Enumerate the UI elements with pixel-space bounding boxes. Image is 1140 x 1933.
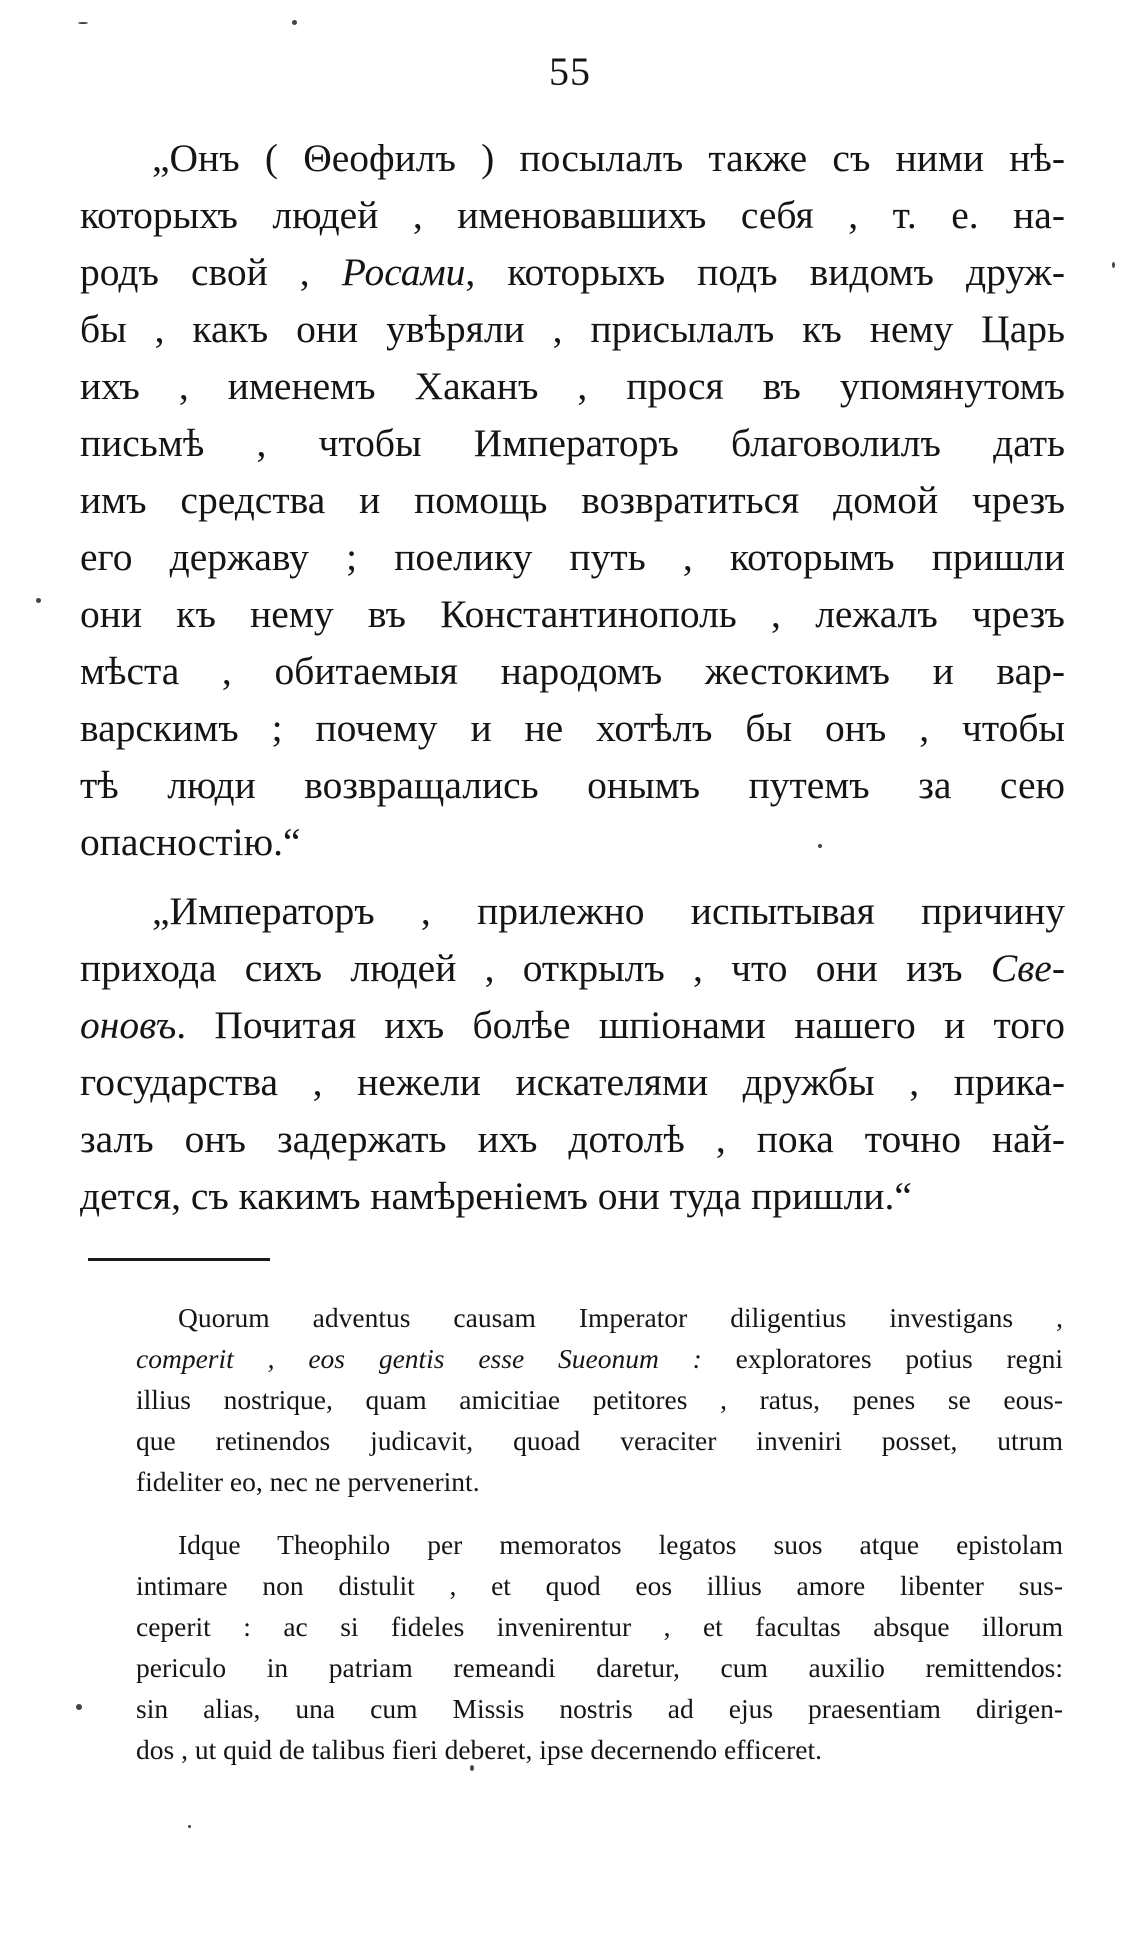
- footnote-separator-rule: [88, 1258, 270, 1261]
- text-line: они къ нему въ Константинополь , лежалъ чрезъ: [80, 592, 1065, 636]
- text-line: его державу ; поелику путь , которымъ пришли: [80, 535, 1065, 579]
- text-line: прихода сихъ людей , открылъ , что они изъ Све-: [80, 946, 1065, 990]
- text-line: тѣ люди возвращались онымъ путемъ за сею: [80, 763, 1065, 807]
- text-line: варскимъ ; почему и не хотѣлъ бы онъ , чтобы: [80, 706, 1065, 750]
- scan-speck: [78, 22, 88, 24]
- text-line: залъ онъ задержать ихъ дотолѣ , пока точно най-: [80, 1117, 1065, 1161]
- text-line: опасностію.“: [80, 820, 301, 864]
- text-line: „Онъ ( Θеофилъ ) посылалъ также съ ними нѣ-: [152, 136, 1065, 180]
- footnote-1: [136, 1297, 1063, 1502]
- main-paragraph-1: [80, 130, 1065, 871]
- footnote-line: que retinendos judicavit, quoad veraciter inveniri posset, utrum: [136, 1425, 1063, 1456]
- page-number: 55: [549, 49, 591, 94]
- footnote-line: Idque Theophilo per memoratos legatos suos atque epistolam: [178, 1529, 1063, 1560]
- footnote-line: intimare non distulit , et quod eos illius amore libenter sus-: [136, 1570, 1063, 1601]
- text-line: письмѣ , чтобы Императоръ благоволилъ дать: [80, 421, 1065, 465]
- footnote-line: sin alias, una cum Missis nostris ad ejus praesentiam dirigen-: [136, 1693, 1063, 1724]
- text-line: бы , какъ они увѣряли , присылалъ къ нему Царь: [80, 307, 1065, 351]
- footnote-line: fideliter eo, nec ne pervenerint.: [136, 1466, 480, 1497]
- main-paragraph-2: [80, 883, 1065, 1225]
- scan-speck: [818, 844, 822, 848]
- footnote-line: ceperit : ac si fideles invenirentur , et facultas absque illorum: [136, 1611, 1063, 1642]
- footnote-line: periculo in patriam remeandi daretur, cum auxilio remittendos:: [136, 1652, 1063, 1683]
- scan-speck: [292, 20, 297, 25]
- text-line: оновъ. Почитая ихъ болѣе шпіонами нашего и того: [80, 1003, 1065, 1047]
- text-line: которыхъ людей , именовавшихъ себя , т. е. на-: [80, 193, 1065, 237]
- text-line: ихъ , именемъ Хаканъ , прося въ упомянутомъ: [80, 364, 1065, 408]
- text-line: имъ средства и помощь возвратиться домой чрезъ: [80, 478, 1065, 522]
- text-line: дется, съ какимъ намѣреніемъ они туда пришли.“: [80, 1174, 912, 1218]
- footnote-line: dos , ut quid de talibus fieri deberet, ipse decernendo efficeret.: [136, 1734, 822, 1765]
- scan-speck: [1112, 262, 1115, 268]
- scan-speck: [76, 1704, 82, 1710]
- footnote-2: [136, 1524, 1063, 1770]
- text-line: родъ свой , Росами, которыхъ подъ видомъ друж-: [80, 250, 1065, 294]
- scan-speck: [36, 598, 41, 603]
- footnote-line: Quorum adventus causam Imperator diligentius investigans ,: [178, 1302, 1063, 1333]
- footnote-line: comperit , eos gentis esse Sueonum : exploratores potius regni: [136, 1343, 1064, 1374]
- footnote-line: illius nostrique, quam amicitiae petitores , ratus, penes se eous-: [136, 1384, 1063, 1415]
- scan-speck: [470, 1765, 474, 1771]
- text-line: мѣста , обитаемыя народомъ жестокимъ и вар-: [80, 649, 1065, 693]
- text-line: государства , нежели искателями дружбы , прика-: [80, 1060, 1065, 1104]
- scan-speck: [188, 1825, 191, 1828]
- text-line: „Императоръ , прилежно испытывая причину: [152, 889, 1065, 933]
